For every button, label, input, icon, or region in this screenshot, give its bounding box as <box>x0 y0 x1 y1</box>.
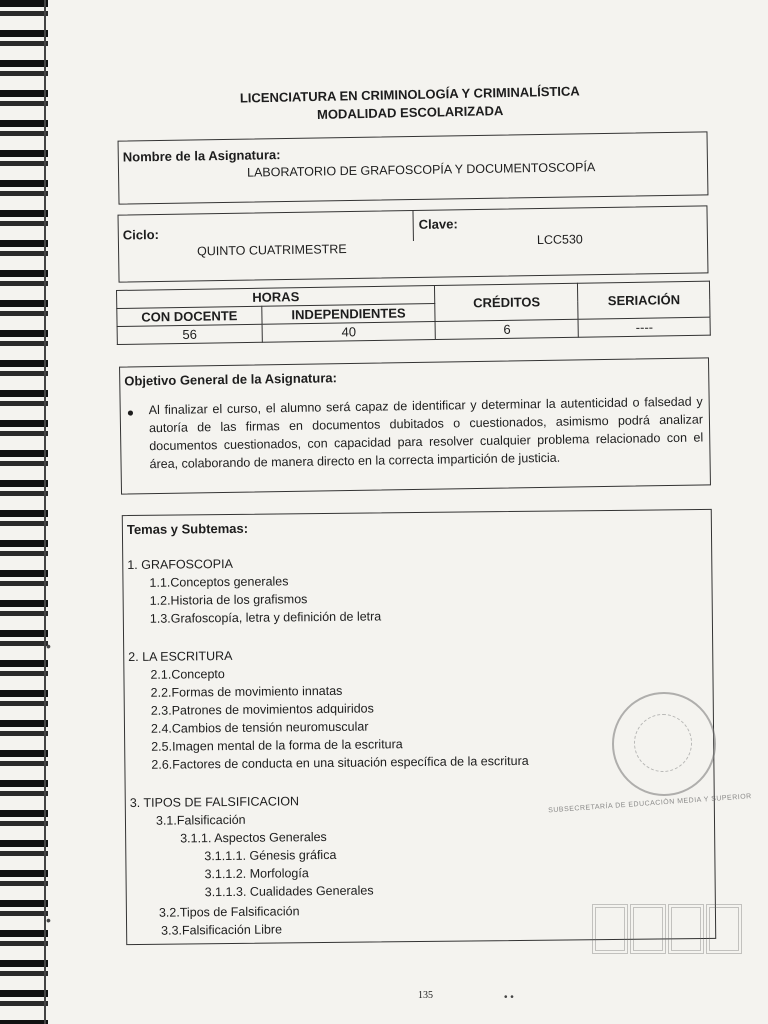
subtema-1-3: 1.3.Grafoscopía, letra y definición de letra <box>149 609 382 626</box>
clave-value: LCC530 <box>536 232 583 248</box>
subtema-3-1-1-3: 3.1.1.3. Cualidades Generales <box>204 883 374 900</box>
subtema-3-3: 3.3.Falsificación Libre <box>161 922 283 938</box>
seal-inner-ring <box>634 714 692 772</box>
independientes-value: 40 <box>262 321 436 342</box>
subtema-3-1-1-1: 3.1.1.1. Génesis gráfica <box>204 847 337 864</box>
ciclo-clave-box <box>118 205 709 282</box>
subtema-1-1: 1.1.Conceptos generales <box>149 574 289 590</box>
asignatura-box <box>118 131 709 204</box>
creditos-value: 6 <box>435 319 578 339</box>
page-number: 135 <box>418 990 433 1001</box>
subtema-3-1-1: 3.1.1. Aspectos Generales <box>180 829 327 846</box>
creditos-label: CRÉDITOS <box>435 283 579 321</box>
binding-curl <box>44 0 46 1024</box>
subtema-2-4: 2.4.Cambios de tensión neuromuscular <box>150 719 369 736</box>
objetivo-box <box>119 357 711 494</box>
seriacion-label: SERIACIÓN <box>578 281 710 319</box>
header-line-2: MODALIDAD ESCOLARIZADA <box>316 103 504 122</box>
bullet-icon: ● <box>126 405 135 420</box>
tema-3: 3. TIPOS DE FALSIFICACION <box>129 794 300 811</box>
document-header <box>230 82 591 126</box>
official-seal <box>612 692 716 796</box>
horas-table <box>116 281 711 345</box>
tema-2: 2. LA ESCRITURA <box>128 648 233 665</box>
con-docente-value: 56 <box>117 324 262 344</box>
subtema-2-2: 2.2.Formas de movimiento innatas <box>150 683 343 700</box>
subtema-2-3: 2.3.Patrones de movimientos adquiridos <box>150 701 374 718</box>
con-docente-label: CON DOCENTE <box>117 306 262 326</box>
subtema-2-6: 2.6.Factores de conducta en una situación específica de la escritura <box>151 753 529 772</box>
ciclo-clave-divider <box>412 211 413 241</box>
seriacion-value: ---- <box>578 317 710 337</box>
asignatura-label: Nombre de la Asignatura: <box>122 147 281 165</box>
independientes-label: INDEPENDIENTES <box>262 303 436 324</box>
header-line-1: LICENCIATURA EN CRIMINOLOGÍA Y CRIMINALÍSTICA <box>239 83 580 106</box>
stamp-text: SUBSECRETARÍA DE EDUCACIÓN MEDIA Y SUPERIOR <box>548 793 752 815</box>
university-logo <box>588 898 748 958</box>
ciclo-value: QUINTO CUATRIMESTRE <box>196 242 347 259</box>
subtema-3-1: 3.1.Falsificación <box>155 812 246 828</box>
margin-mark: • <box>46 912 51 928</box>
objetivo-text: Al finalizar el curso, el alumno será capaz de identificar y determinar la autenticidad o falsedad y autoría de las firmas en documentos dubitados o cuestionados, asimismo podrá analizar documentos cuestionados, con capacidad para resolver cualquier problema relacionado con el área, colaborando de manera directo en la correcta impartición de justicia. <box>148 394 704 472</box>
spiral-binding <box>0 0 48 1024</box>
objetivo-label: Objetivo General de la Asignatura: <box>124 370 337 389</box>
subtema-3-2: 3.2.Tipos de Falsificación <box>158 904 300 920</box>
page-mark: • • <box>504 992 514 1003</box>
subtema-1-2: 1.2.Historia de los grafismos <box>149 592 308 608</box>
subtema-2-1: 2.1.Concepto <box>150 667 225 682</box>
horas-label: HORAS <box>117 285 436 308</box>
subtema-2-5: 2.5.Imagen mental de la forma de la escritura <box>151 737 403 754</box>
tema-1: 1. GRAFOSCOPIA <box>127 556 233 573</box>
margin-mark: • <box>46 638 51 654</box>
clave-label: Clave: <box>418 216 458 232</box>
subtema-3-1-1-2: 3.1.1.2. Morfología <box>204 866 309 882</box>
asignatura-value: LABORATORIO DE GRAFOSCOPÍA Y DOCUMENTOSCOPÍA <box>246 160 596 180</box>
ciclo-label: Ciclo: <box>122 226 160 243</box>
temas-label: Temas y Subtemas: <box>126 520 249 538</box>
